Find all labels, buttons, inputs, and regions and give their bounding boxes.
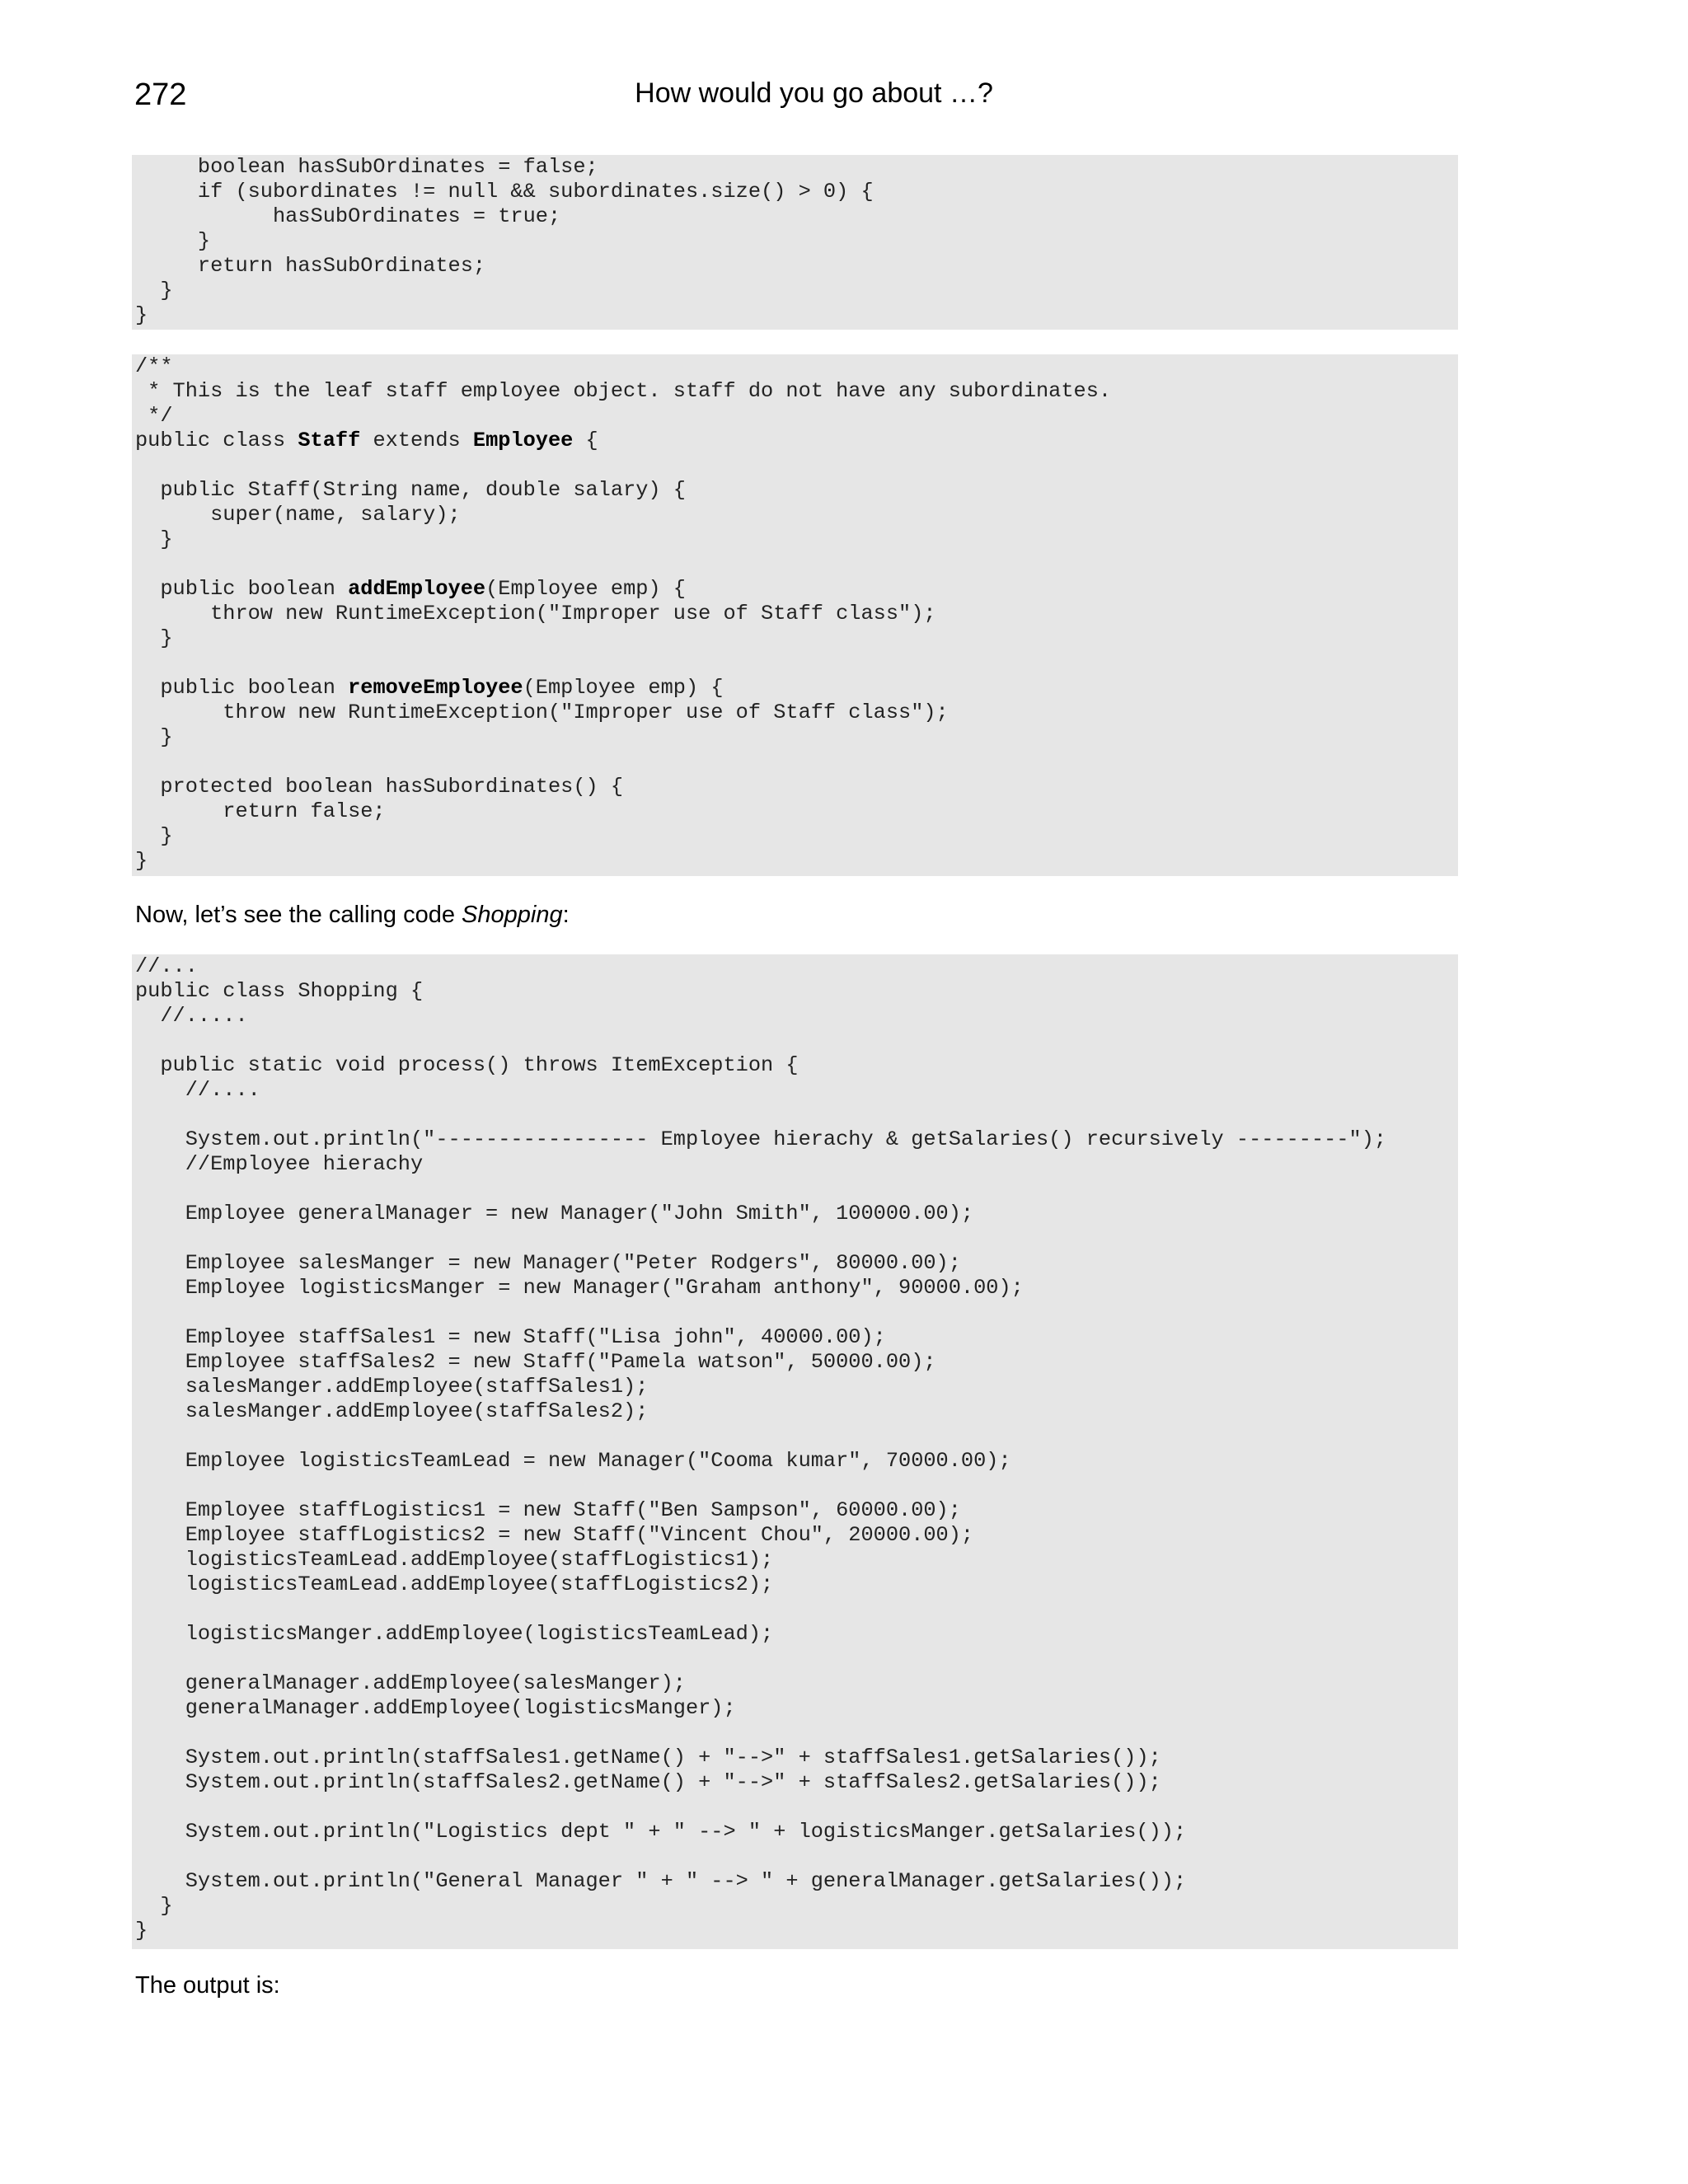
code-line: [135, 750, 1458, 775]
code-line: [135, 1597, 1458, 1622]
code-line: [135, 478, 1458, 503]
code-text: }: [135, 824, 173, 848]
code-line: [135, 254, 1458, 279]
code-line: [135, 527, 1458, 552]
code-line: [135, 701, 1458, 725]
code-text: * This is the leaf staff employee object. staff do not have any subordinates.: [135, 379, 1112, 403]
code-line: [135, 404, 1458, 429]
code-line: [135, 1820, 1458, 1844]
intro-paragraph: [135, 902, 570, 929]
code-text: hasSubOrdinates = true;: [135, 204, 561, 228]
code-line: [135, 204, 1458, 229]
code-line: [135, 379, 1458, 404]
code-line: [135, 979, 1458, 1004]
code-line: [135, 1078, 1458, 1103]
code-line: [135, 180, 1458, 204]
code-text: }: [135, 279, 173, 302]
code-text: /**: [135, 354, 173, 378]
code-text: }: [135, 1894, 173, 1918]
code-text: }: [135, 849, 148, 873]
code-line: [135, 1671, 1458, 1696]
code-line: [135, 1276, 1458, 1301]
code-line: [135, 1251, 1458, 1276]
code-line: [135, 725, 1458, 750]
code-text: logisticsManger.addEmployee(logisticsTeamLead);: [135, 1622, 774, 1646]
code-line: [135, 1029, 1458, 1053]
code-line: [135, 1449, 1458, 1474]
code-line: [135, 1177, 1458, 1202]
code-line: [135, 155, 1458, 180]
code-identifier-bold: Employee: [472, 429, 574, 452]
code-line: [135, 602, 1458, 626]
code-line: [135, 1424, 1458, 1449]
code-line: [135, 1919, 1458, 1943]
code-text: //Employee hierachy: [135, 1152, 424, 1176]
code-text: throw new RuntimeException("Improper use of Staff class");: [135, 602, 936, 626]
code-line: [135, 1152, 1458, 1177]
code-line: [135, 1548, 1458, 1572]
code-text: (Employee emp) {: [523, 676, 724, 700]
code-line: [135, 1301, 1458, 1325]
code-line: [135, 1696, 1458, 1721]
code-line: [135, 1523, 1458, 1548]
code-line: [135, 453, 1458, 478]
code-line: [135, 1795, 1458, 1820]
code-line: [135, 1375, 1458, 1399]
code-text: logisticsTeamLead.addEmployee(staffLogistics1);: [135, 1548, 774, 1572]
code-line: [135, 1869, 1458, 1894]
code-text: salesManger.addEmployee(staffSales1);: [135, 1375, 649, 1399]
code-identifier-bold: Staff: [298, 429, 361, 452]
code-text: public boolean: [135, 676, 349, 700]
intro-text: Now, let’s see the calling code: [135, 902, 462, 928]
code-line: [135, 503, 1458, 527]
code-line: [135, 1572, 1458, 1597]
code-text: }: [135, 1919, 148, 1943]
code-line: [135, 824, 1458, 849]
code-line: [135, 1004, 1458, 1029]
running-title: How would you go about …?: [635, 77, 993, 109]
code-text: System.out.println("Logistics dept " + " --> " + logisticsManger.getSalaries());: [135, 1820, 1187, 1844]
code-line: [135, 1103, 1458, 1127]
code-text: salesManger.addEmployee(staffSales2);: [135, 1399, 649, 1423]
page-header: [134, 73, 1493, 122]
code-line: [135, 954, 1458, 979]
code-text: //...: [135, 954, 198, 978]
code-text: Employee staffSales2 = new Staff("Pamela watson", 50000.00);: [135, 1350, 936, 1374]
code-text: logisticsTeamLead.addEmployee(staffLogistics2);: [135, 1572, 774, 1596]
code-line: [135, 1721, 1458, 1746]
code-text: System.out.println(staffSales2.getName() + "-->" + staffSales2.getSalaries());: [135, 1770, 1161, 1794]
code-identifier-bold: removeEmployee: [348, 676, 523, 700]
code-line: [135, 775, 1458, 799]
code-line: [135, 626, 1458, 651]
code-text: extends: [360, 429, 473, 452]
code-line: [135, 1127, 1458, 1152]
code-line: [135, 1894, 1458, 1919]
code-text: boolean hasSubOrdinates = false;: [135, 155, 598, 179]
code-text: protected boolean hasSubordinates() {: [135, 775, 624, 799]
code-text: (Employee emp) {: [485, 577, 686, 601]
code-text: generalManager.addEmployee(logisticsManger);: [135, 1696, 736, 1720]
code-text: }: [135, 229, 211, 253]
code-text: super(name, salary);: [135, 503, 461, 527]
code-block-hasSubordinates-tail: [132, 155, 1458, 330]
code-text: public boolean: [135, 577, 349, 601]
code-text: Employee logisticsTeamLead = new Manager("Cooma kumar", 70000.00);: [135, 1449, 1011, 1473]
code-text: Employee staffLogistics2 = new Staff("Vincent Chou", 20000.00);: [135, 1523, 974, 1547]
intro-colon: :: [562, 902, 570, 928]
code-text: if (subordinates != null && subordinates.size() > 0) {: [135, 180, 874, 204]
code-text: Employee logisticsManger = new Manager("Graham anthony", 90000.00);: [135, 1276, 1024, 1300]
code-block-staff-class: [132, 354, 1458, 876]
code-text: }: [135, 303, 148, 327]
code-text: //....: [135, 1078, 260, 1102]
code-text: throw new RuntimeException("Improper use of Staff class");: [135, 701, 949, 724]
code-line: [135, 303, 1458, 328]
code-line: [135, 1622, 1458, 1647]
code-line: [135, 651, 1458, 676]
code-text: public class Shopping {: [135, 979, 424, 1003]
code-line: [135, 1770, 1458, 1795]
code-text: */: [135, 404, 173, 428]
code-text: System.out.println(staffSales1.getName() + "-->" + staffSales1.getSalaries());: [135, 1746, 1161, 1769]
code-text: public static void process() throws ItemException {: [135, 1053, 799, 1077]
code-line: [135, 552, 1458, 577]
code-line: [135, 354, 1458, 379]
code-line: [135, 577, 1458, 602]
code-line: [135, 229, 1458, 254]
code-text: //.....: [135, 1004, 248, 1028]
code-text: }: [135, 725, 173, 749]
code-text: Employee staffSales1 = new Staff("Lisa john", 40000.00);: [135, 1325, 886, 1349]
code-line: [135, 1202, 1458, 1226]
code-identifier-bold: addEmployee: [348, 577, 486, 601]
code-line: [135, 1498, 1458, 1523]
code-line: [135, 279, 1458, 303]
output-intro-paragraph: The output is:: [135, 1972, 280, 1999]
code-line: [135, 1474, 1458, 1498]
code-text: }: [135, 626, 173, 650]
code-line: [135, 1226, 1458, 1251]
code-text: }: [135, 527, 173, 551]
code-text: System.out.println("----------------- Employee hierachy & getSalaries() recursively ---------");: [135, 1127, 1387, 1151]
code-text: return false;: [135, 799, 386, 823]
code-text: Employee generalManager = new Manager("John Smith", 100000.00);: [135, 1202, 974, 1226]
code-line: [135, 1399, 1458, 1424]
code-line: [135, 1053, 1458, 1078]
code-line: [135, 1647, 1458, 1671]
code-line: [135, 849, 1458, 874]
code-text: {: [573, 429, 598, 452]
code-text: System.out.println("General Manager " + " --> " + generalManager.getSalaries());: [135, 1869, 1187, 1893]
code-line: [135, 1746, 1458, 1770]
code-text: public Staff(String name, double salary) {: [135, 478, 686, 502]
code-text: public class: [135, 429, 298, 452]
code-text: Employee staffLogistics1 = new Staff("Ben Sampson", 60000.00);: [135, 1498, 961, 1522]
code-text: generalManager.addEmployee(salesManger);: [135, 1671, 686, 1695]
code-text: return hasSubOrdinates;: [135, 254, 486, 278]
code-line: [135, 1844, 1458, 1869]
code-line: [135, 429, 1458, 453]
code-line: [135, 1350, 1458, 1375]
code-line: [135, 1325, 1458, 1350]
code-line: [135, 676, 1458, 701]
page-number: 272: [134, 77, 187, 112]
class-name-emphasis: Shopping: [462, 902, 563, 928]
code-line: [135, 799, 1458, 824]
code-text: Employee salesManger = new Manager("Peter Rodgers", 80000.00);: [135, 1251, 961, 1275]
code-block-shopping-class: [132, 954, 1458, 1949]
